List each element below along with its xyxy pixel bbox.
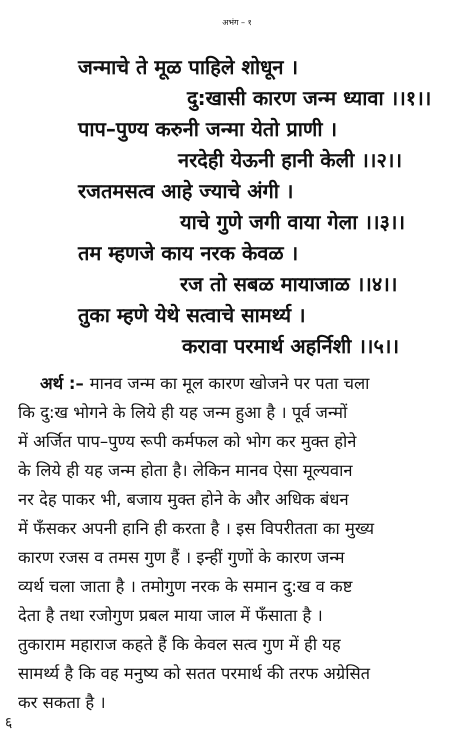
meaning-line: तुकाराम महाराज कहते हैं कि केवल सत्व गुण में ही यह: [18, 635, 341, 654]
verse-3-line-2: याचे गुणे जगी वाया गेला ।।३।।: [180, 210, 406, 234]
verse-4-line-1: तम म्हणजे काय नरक केवळ ।: [78, 241, 299, 265]
verse-2-line-2: नरदेही येऊनी हानी केली ।।२।।: [178, 148, 403, 172]
meaning-line: में फँसकर अपनी हानि ही करता है । इस विपरीतता का मुख्य: [18, 519, 375, 538]
meaning-paragraph-first-line: [22, 372, 369, 396]
verse-4-line-2: रज तो सबळ मायाजाळ ।।४।।: [180, 272, 398, 296]
verse-3-line-1: रजतमसत्व आहे ज्याचे अंगी ।: [78, 179, 294, 203]
verse-2-line-1: पाप–पुण्य करुनी जन्मा येतो प्राणी ।: [78, 117, 338, 141]
meaning-line: देता है तथा रजोगुण प्रबल माया जाल में फँसाता है ।: [18, 606, 323, 625]
meaning-line: व्यर्थ चला जाता है । तमोगुण नरक के समान दु:ख व कष्ट: [18, 577, 353, 596]
verse-1-line-2: दु:खासी कारण जन्म ध्यावा ।।१।।: [187, 86, 432, 110]
meaning-line: नर देह पाकर भी, बजाय मुक्त होने के और अधिक बंधन: [18, 490, 349, 509]
meaning-line: में अर्जित पाप–पुण्य रूपी कर्मफल को भोग कर मुक्त होने: [18, 432, 357, 451]
meaning-label: अर्थ :–: [40, 374, 84, 393]
meaning-line: सामर्थ्य है कि वह मनुष्य को सतत परमार्थ की तरफ अग्रेसित: [18, 664, 371, 683]
meaning-line: कारण रजस व तमस गुण हैं । इन्हीं गुणों के कारण जन्म: [18, 548, 345, 567]
verse-1-line-1: जन्माचे ते मूळ पाहिले शोधून ।: [78, 55, 299, 79]
meaning-line: मानव जन्म का मूल कारण खोजने पर पता चला: [89, 374, 370, 393]
verse-5-line-1: तुका म्हणे येथे सत्वाचे सामर्थ्य ।: [78, 303, 306, 327]
verse-5-line-2: करावा परमार्थ अहर्निशी ।।५।।: [182, 334, 400, 358]
meaning-line: कर सकता है ।: [18, 693, 106, 712]
abhang-title: अभंग – १: [222, 18, 252, 27]
meaning-line: कि दु:ख भोगने के लिये ही यह जन्म हुआ है । पूर्व जन्मों: [18, 403, 348, 422]
page-number: ६: [5, 715, 13, 731]
meaning-line: के लिये ही यह जन्म होता है। लेकिन मानव ऐसा मूल्यवान: [18, 461, 353, 480]
